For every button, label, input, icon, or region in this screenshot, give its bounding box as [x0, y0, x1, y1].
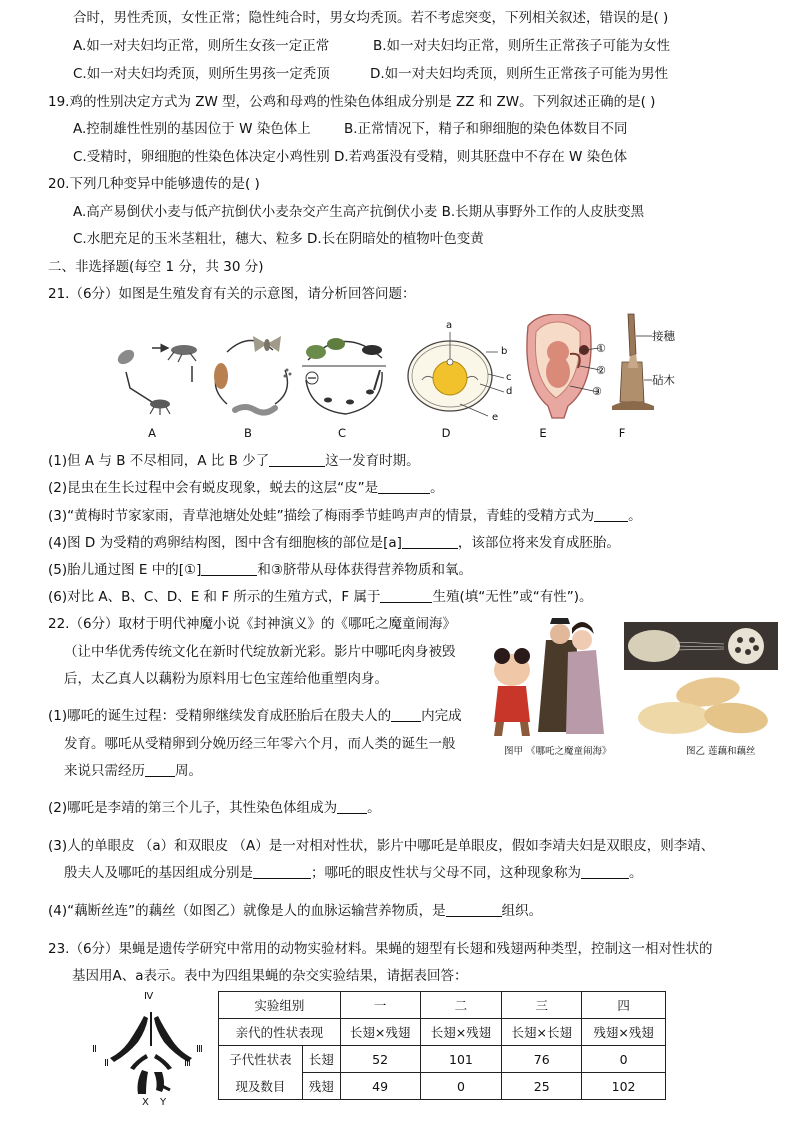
- larva-icon: [235, 407, 275, 413]
- group-1: 一: [340, 992, 420, 1019]
- egg-label-b: b: [501, 346, 508, 357]
- q19-option-b: B.正常情况下，精子和卵细胞的染色体数目不同: [344, 121, 628, 137]
- q23-stem-line1: 23.（6分）果蝇是遗传学研究中常用的动物实验材料。果蝇的翅型有长翅和残翅两种类型，控制这一相对性状的: [48, 941, 713, 957]
- answer-blank[interactable]: [201, 561, 257, 576]
- q18-stem-tail: 合时，男性秃顶，女性正常；隐性纯合时，男女均秃顶。若不考虑突变，下列相关叙述，错误的是( ): [73, 10, 669, 26]
- row-label-long-wing: 长翅: [302, 1046, 340, 1073]
- egg-label-e: e: [492, 412, 499, 423]
- chrom-label-iii-right: Ⅲ: [196, 1044, 203, 1055]
- parent-cross-4: 残翅×残翅: [582, 1019, 666, 1046]
- q23-stem-line2: 基因用A、a表示。表中为四组果蝇的杂交实验结果，请据表回答：: [72, 968, 468, 984]
- graft-label-stock: 砧木: [652, 373, 675, 387]
- q22-sub3-line2: [64, 864, 643, 882]
- figure-label-b: B: [244, 426, 252, 440]
- q21-sub5-text: (5)胎儿通过图 E 中的[①]: [48, 562, 202, 578]
- figure-d-egg-structure: [400, 322, 513, 422]
- figure-label-f: F: [618, 426, 626, 440]
- cocoon-icon: [214, 363, 228, 389]
- q18-option-c: C.如一对夫妇均秃顶，则所生男孩一定秃顶: [73, 66, 330, 82]
- header-offspring-line2: 现及数目: [219, 1073, 303, 1100]
- q21-sub3-tail: 。: [628, 508, 642, 524]
- chrom-label-x: X: [142, 1097, 149, 1108]
- adult-grasshopper-icon: [168, 345, 197, 362]
- caption-figure-yi: 图乙 莲藕和藕丝: [686, 746, 756, 757]
- figure-f-grafting: [608, 310, 658, 415]
- q19-stem: 19.鸡的性别决定方式为 ZW 型，公鸡和母鸡的性染色体组成分别是 ZZ 和 ZW。下列叙述正确的是( ): [48, 94, 656, 110]
- q20-options-ab: A.高产易倒伏小麦与低产抗倒伏小麦杂交产生高产抗倒伏小麦 B.长期从事野外工作的人皮肤变黑: [73, 204, 645, 220]
- q22-sub3-line1: (3)人的单眼皮 （a）和双眼皮 （A）是一对相对性状，影片中哪吒是单眼皮，假如李靖夫妇是双眼皮，则李靖、: [48, 838, 715, 854]
- figure-label-a: A: [148, 426, 156, 440]
- q21-sub6-text: (6)对比 A、B、C、D、E 和 F 所示的生殖方式，F 属于: [48, 589, 381, 605]
- q22-stem-line3: 后，太乙真人以藕粉为原料用七色宝莲给他重塑肉身。: [64, 671, 388, 687]
- chrom-label-iv: Ⅳ: [144, 991, 154, 1002]
- q21-stem: 21.（6分）如图是生殖发育有关的示意图，请分析回答问题：: [48, 286, 416, 302]
- figure-a-grasshopper-cycle: [112, 330, 202, 420]
- q21-sub4-tail: ，该部位将来发育成胚胎。: [457, 535, 620, 551]
- table-row: [219, 1046, 666, 1073]
- image-nezha-characters: [484, 612, 614, 740]
- figure-label-d: D: [441, 426, 451, 440]
- q22-sub1-line1: [48, 707, 462, 725]
- egg-label-c: c: [506, 372, 512, 383]
- chrom-label-iii-inner: Ⅲ: [184, 1058, 191, 1069]
- q21-sub4-text: (4)图 D 为受精的鸡卵结构图，图中含有细胞核的部位是[a]: [48, 535, 402, 551]
- q22-sub4-tail: 组织。: [501, 903, 543, 919]
- uterus-label-2: ②: [596, 364, 606, 377]
- q22-sub1-line3: [64, 762, 202, 780]
- q21-sub3-text: (3)“黄梅时节家家雨，青草池塘处处蛙”描绘了梅雨季节蛙鸣声声的情景，青蛙的受精方式为: [48, 508, 595, 524]
- figure-fruitfly-chromosomes: [92, 998, 210, 1106]
- group-3: 三: [502, 992, 582, 1019]
- long-count-4: 0: [582, 1046, 666, 1073]
- egg-mass-icon: [115, 347, 137, 367]
- moth-icon: [253, 336, 281, 352]
- short-count-1: 49: [340, 1073, 420, 1100]
- header-offspring-line1: 子代性状表: [219, 1046, 303, 1073]
- answer-blank[interactable]: [402, 534, 458, 549]
- answer-blank[interactable]: [337, 799, 367, 814]
- uterus-label-1: ①: [596, 342, 606, 355]
- figure-b-silkworm-cycle: [205, 330, 295, 420]
- long-count-1: 52: [340, 1046, 420, 1073]
- q22-sub3-tail: 。: [629, 865, 643, 881]
- q21-sub6: [48, 588, 592, 606]
- tadpole-icon: [324, 390, 374, 405]
- q22-sub2: [48, 799, 381, 817]
- q21-sub4: [48, 534, 620, 552]
- q21-sub2-tail: 。: [430, 480, 444, 496]
- q21-sub5: [48, 561, 472, 579]
- caption-figure-jia: 图甲 《哪吒之魔童闹海》: [504, 746, 612, 757]
- answer-blank[interactable]: [446, 902, 502, 917]
- q18-option-a: A.如一对夫妇均正常，则所生女孩一定正常: [73, 38, 330, 54]
- q22-sub1-tail: 内完成: [421, 708, 462, 724]
- chrom-label-y: Y: [160, 1097, 167, 1108]
- frog-icon: [306, 338, 345, 359]
- short-count-3: 25: [502, 1073, 582, 1100]
- row-label-vestigial-wing: 残翅: [302, 1073, 340, 1100]
- answer-blank[interactable]: [380, 588, 432, 603]
- q22-sub3-text: 殷夫人及哪吒的基因组成分别是: [64, 865, 253, 881]
- q22-sub3-text2: ；哪吒的眼皮性状与父母不同，这种现象称为: [311, 865, 581, 881]
- q20-stem: 20.下列几种变异中能够遗传的是( ): [48, 176, 260, 192]
- egg-label-d: d: [506, 386, 513, 397]
- table-row: [219, 992, 666, 1019]
- image-lotus-root: [624, 622, 782, 740]
- parent-cross-1: 长翅×残翅: [340, 1019, 420, 1046]
- answer-blank[interactable]: [145, 762, 175, 777]
- short-count-4: 102: [582, 1073, 666, 1100]
- answer-blank[interactable]: [253, 864, 311, 879]
- answer-blank[interactable]: [378, 479, 430, 494]
- q22-sub1-tail2: 周。: [175, 763, 202, 779]
- table-row: [219, 1073, 666, 1100]
- answer-blank[interactable]: [581, 864, 629, 879]
- q18-option-d: D.如一对夫妇均秃顶，则所生正常孩子可能为男性: [370, 66, 669, 82]
- answer-blank[interactable]: [594, 507, 628, 522]
- tadpole-with-legs-icon: [362, 345, 382, 355]
- q21-sub5-tail: 和③脐带从母体获得营养物质和氧。: [257, 562, 472, 578]
- q22-sub1-text2: 来说只需经历: [64, 763, 145, 779]
- answer-blank[interactable]: [391, 707, 421, 722]
- short-count-2: 0: [420, 1073, 502, 1100]
- q19-options-cd: C.受精时，卵细胞的性染色体决定小鸡性别 D.若鸡蛋没有受精，则其胚盘中不存在 W 染色体: [73, 149, 628, 165]
- table-row: [219, 1019, 666, 1046]
- q21-sub3: [48, 507, 642, 525]
- egg-label-a: a: [446, 320, 453, 331]
- q21-sub1-tail: 这一发育时期。: [325, 453, 420, 469]
- q21-sub2-text: (2)昆虫在生长过程中会有蜕皮现象，蜕去的这层“皮”是: [48, 480, 379, 496]
- group-2: 二: [420, 992, 502, 1019]
- q21-sub2: [48, 479, 444, 497]
- q22-sub2-tail: 。: [367, 800, 381, 816]
- figure-label-c: C: [337, 426, 347, 440]
- answer-blank[interactable]: [269, 452, 325, 467]
- q20-options-cd: C.水肥充足的玉米茎粗壮，穗大、粒多 D.长在阴暗处的植物叶色变黄: [73, 231, 484, 247]
- uterus-label-3: ③: [592, 385, 602, 398]
- q18-option-b: B.如一对夫妇均正常，则所生正常孩子可能为女性: [373, 38, 671, 54]
- q22-sub1-line2: 发育。哪吒从受精卵到分娩历经三年零六个月，而人类的诞生一般: [64, 736, 456, 752]
- q22-sub4-text: (4)“藕断丝连”的藕丝（如图乙）就像是人的血脉运输营养物质，是: [48, 903, 446, 919]
- parent-cross-2: 长翅×残翅: [420, 1019, 502, 1046]
- q22-sub4: [48, 902, 542, 920]
- header-group: 实验组别: [219, 992, 341, 1019]
- chrom-label-ii-inner: Ⅱ: [104, 1058, 109, 1069]
- q22-sub2-text: (2)哪吒是李靖的第三个儿子，其性染色体组成为: [48, 800, 338, 816]
- q21-sub1-text: (1)但 A 与 B 不尽相同，A 比 B 少了: [48, 453, 270, 469]
- long-count-3: 76: [502, 1046, 582, 1073]
- q21-sub1: [48, 452, 420, 470]
- parent-cross-3: 长翅×长翅: [502, 1019, 582, 1046]
- nymph-icon: [150, 400, 170, 416]
- graft-label-scion: 接穗: [652, 329, 675, 343]
- long-count-2: 101: [420, 1046, 502, 1073]
- figure-label-e: E: [539, 426, 547, 440]
- section-heading: 二、非选择题(每空 1 分，共 30 分): [48, 259, 264, 275]
- chrom-label-ii-left: Ⅱ: [92, 1044, 97, 1055]
- q22-stem-line1: 22.（6分）取材于明代神魔小说《封神演义》的《哪吒之魔童闹海》: [48, 616, 457, 632]
- q21-sub6-tail: 生殖(填“无性”或“有性”)。: [432, 589, 593, 605]
- group-4: 四: [582, 992, 666, 1019]
- q22-stem-line2: （让中华优秀传统文化在新时代绽放新光彩。影片中哪吒肉身被毁: [64, 644, 456, 660]
- figure-c-frog-cycle: [298, 330, 390, 420]
- q22-sub1-text: (1)哪吒的诞生过程：受精卵继续发育成胚胎后在殷夫人的: [48, 708, 392, 724]
- q19-option-a: A.控制雄性性别的基因位于 W 染色体上: [73, 121, 311, 137]
- cross-results-table: [218, 991, 666, 1100]
- header-parents: 亲代的性状表现: [219, 1019, 341, 1046]
